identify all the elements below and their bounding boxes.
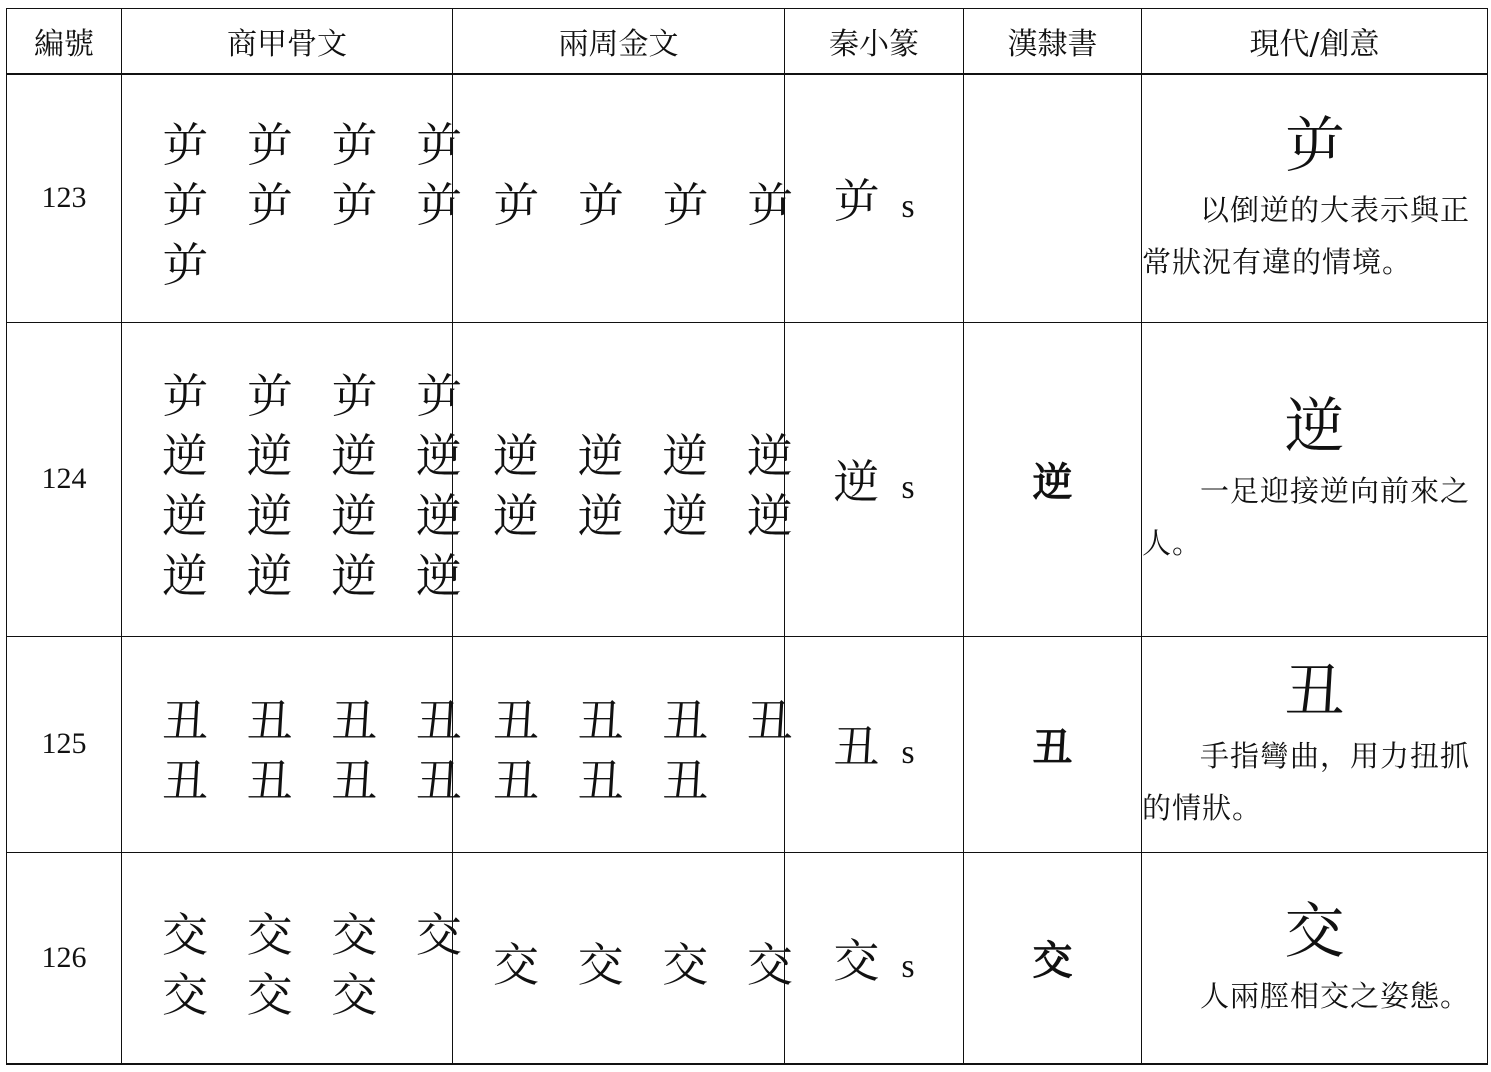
modern-char: 屰 [1284, 111, 1345, 182]
han-char: 逆 [1032, 459, 1073, 506]
seal-source: s [901, 734, 915, 771]
glyph-line: 丑 丑 丑 [493, 754, 721, 808]
han-cell [964, 636, 1142, 852]
modern-cell [1142, 636, 1488, 852]
row-number: 126 [7, 852, 122, 1064]
modern-description: 以倒逆的大表示與正常狀況有違的情境。 [1142, 193, 1471, 280]
glyph-line: 丑 丑 丑 丑 [162, 754, 474, 808]
glyph-line: 交 交 交 交 [162, 907, 474, 962]
bronze-glyphs [453, 852, 805, 1064]
table-row [7, 852, 1488, 1064]
oracle-glyphs [122, 74, 474, 322]
table-row [7, 636, 1488, 852]
seal-source: s [901, 947, 915, 985]
modern-cell [1142, 852, 1488, 1064]
table-row [7, 322, 1488, 636]
glyph-line: 屰 屰 屰 屰 [162, 178, 474, 233]
han-char: 交 [1032, 938, 1073, 985]
row-number: 125 [7, 636, 122, 852]
glyph-line: 逆 逆 逆 逆 [493, 489, 805, 543]
modern-description: 一足迎接逆向前來之人。 [1142, 474, 1471, 560]
glyph-line: 逆 逆 逆 逆 [162, 429, 474, 483]
glyph-line: 逆 逆 逆 逆 [162, 489, 474, 543]
glyph-line: 丑 丑 丑 丑 [162, 694, 474, 748]
header-bronze: 兩周金文 [453, 9, 785, 75]
seal-cell [785, 322, 964, 636]
modern-char: 逆 [1284, 392, 1345, 462]
glyph-line: 丑 丑 丑 丑 [493, 694, 805, 748]
modern-cell [1142, 322, 1488, 636]
header-han: 漢隸書 [964, 9, 1142, 75]
header-modern: 現代/創意 [1142, 9, 1488, 75]
glyph-line: 交 交 交 交 [493, 937, 805, 992]
han-cell [964, 322, 1142, 636]
glyph-line: 屰 屰 屰 屰 [162, 369, 474, 423]
row-number: 123 [7, 74, 122, 322]
han-cell [964, 74, 1142, 322]
header-oracle: 商甲骨文 [122, 9, 453, 75]
seal-source: s [901, 188, 915, 226]
glyph-line: 交 交 交 [162, 967, 390, 1022]
seal-char: 交 [833, 933, 880, 988]
bronze-glyphs [453, 322, 805, 636]
seal-char: 逆 [833, 455, 880, 509]
character-evolution-table [6, 8, 1488, 1065]
header-seal: 秦小篆 [785, 9, 964, 75]
glyph-line: 逆 逆 逆 逆 [162, 549, 474, 603]
bronze-glyphs [453, 74, 805, 322]
header-num: 編號 [7, 9, 122, 75]
oracle-glyphs [122, 322, 474, 636]
seal-cell [785, 852, 964, 1064]
oracle-glyphs [122, 636, 474, 852]
seal-source: s [901, 469, 915, 506]
han-cell [964, 852, 1142, 1064]
modern-description: 人兩脛相交之姿態。 [1200, 978, 1471, 1013]
modern-char: 交 [1284, 896, 1345, 967]
table-row [7, 74, 1488, 322]
glyph-line: 屰 [162, 238, 220, 293]
modern-char: 丑 [1284, 657, 1345, 727]
seal-char: 丑 [833, 720, 880, 774]
seal-char: 屰 [833, 174, 880, 229]
modern-cell [1142, 74, 1488, 322]
glyph-line: 逆 逆 逆 逆 [493, 429, 805, 483]
seal-cell [785, 74, 964, 322]
glyph-line: 屰 屰 屰 屰 [162, 118, 474, 173]
header-row [7, 9, 1488, 75]
glyph-line: 屰 屰 屰 屰 [493, 178, 805, 233]
oracle-glyphs [122, 852, 474, 1064]
row-number: 124 [7, 322, 122, 636]
bronze-glyphs [453, 636, 805, 852]
seal-cell [785, 636, 964, 852]
han-char: 丑 [1032, 724, 1073, 771]
modern-description: 手指彎曲，用力扭抓的情狀。 [1142, 739, 1471, 825]
